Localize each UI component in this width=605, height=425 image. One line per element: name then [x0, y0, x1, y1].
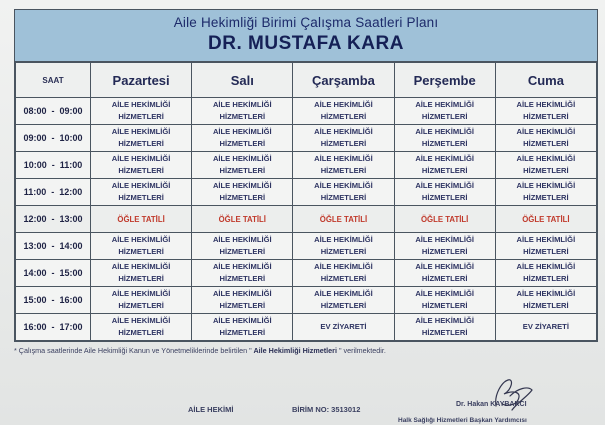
schedule-cell: EV ZİYARETİ — [495, 314, 596, 341]
schedule-cell: AİLE HEKİMLİĞİ HİZMETLERİ — [495, 260, 596, 287]
table-header-row — [16, 63, 597, 98]
table-row — [16, 314, 597, 341]
schedule-cell: AİLE HEKİMLİĞİ HİZMETLERİ — [293, 98, 394, 125]
schedule-cell: AİLE HEKİMLİĞİ HİZMETLERİ — [495, 179, 596, 206]
schedule-cell: AİLE HEKİMLİĞİ HİZMETLERİ — [394, 287, 495, 314]
schedule-title: Aile Hekimliği Birimi Çalışma Saatleri Planı — [173, 15, 439, 30]
schedule-cell: AİLE HEKİMLİĞİ HİZMETLERİ — [394, 125, 495, 152]
time-slot: 10:00 - 11:00 — [16, 152, 91, 179]
lunch-break-cell: ÖĞLE TATİLİ — [192, 206, 293, 233]
lunch-break-cell: ÖĞLE TATİLİ — [394, 206, 495, 233]
schedule-cell: AİLE HEKİMLİĞİ HİZMETLERİ — [495, 233, 596, 260]
schedule-cell: AİLE HEKİMLİĞİ HİZMETLERİ — [394, 179, 495, 206]
schedule-cell: AİLE HEKİMLİĞİ HİZMETLERİ — [394, 260, 495, 287]
table-row — [16, 152, 597, 179]
time-slot: 09:00 - 10:00 — [16, 125, 91, 152]
schedule-cell: AİLE HEKİMLİĞİ HİZMETLERİ — [192, 233, 293, 260]
time-slot: 14:00 - 15:00 — [16, 260, 91, 287]
schedule-cell: AİLE HEKİMLİĞİ HİZMETLERİ — [495, 287, 596, 314]
schedule-cell: AİLE HEKİMLİĞİ HİZMETLERİ — [495, 152, 596, 179]
schedule-cell: EV ZİYARETİ — [293, 314, 394, 341]
schedule-cell: AİLE HEKİMLİĞİ HİZMETLERİ — [91, 179, 192, 206]
lunch-break-cell: ÖĞLE TATİLİ — [91, 206, 192, 233]
schedule-cell: AİLE HEKİMLİĞİ HİZMETLERİ — [91, 125, 192, 152]
time-slot: 16:00 - 17:00 — [16, 314, 91, 341]
day-header-0: Pazartesi — [91, 63, 192, 98]
doctor-name: DR. MUSTAFA KARA — [208, 33, 404, 54]
schedule-cell: AİLE HEKİMLİĞİ HİZMETLERİ — [394, 152, 495, 179]
footnote-suffix: " verilmektedir. — [338, 346, 386, 355]
lunch-break-cell: ÖĞLE TATİLİ — [495, 206, 596, 233]
schedule-cell: AİLE HEKİMLİĞİ HİZMETLERİ — [495, 125, 596, 152]
table-row — [16, 206, 597, 233]
schedule-cell: AİLE HEKİMLİĞİ HİZMETLERİ — [394, 314, 495, 341]
footnote — [14, 346, 386, 355]
table-row — [16, 125, 597, 152]
schedule-cell: AİLE HEKİMLİĞİ HİZMETLERİ — [394, 233, 495, 260]
day-header-4: Cuma — [495, 63, 596, 98]
family-doctor-label: AİLE HEKİMİ — [188, 405, 234, 414]
schedule-cell: AİLE HEKİMLİĞİ HİZMETLERİ — [394, 98, 495, 125]
schedule-cell: AİLE HEKİMLİĞİ HİZMETLERİ — [293, 152, 394, 179]
schedule-cell: AİLE HEKİMLİĞİ HİZMETLERİ — [192, 152, 293, 179]
schedule-cell: AİLE HEKİMLİĞİ HİZMETLERİ — [91, 314, 192, 341]
schedule-cell: AİLE HEKİMLİĞİ HİZMETLERİ — [192, 125, 293, 152]
table-row — [16, 179, 597, 206]
schedule-cell: AİLE HEKİMLİĞİ HİZMETLERİ — [293, 179, 394, 206]
signature-mark — [488, 376, 538, 416]
signer-name: Dr. Hakan KAYBAKCI — [456, 401, 527, 408]
schedule-cell: AİLE HEKİMLİĞİ HİZMETLERİ — [192, 260, 293, 287]
signer-title: Halk Sağlığı Hizmetleri Başkan Yardımcısı — [398, 417, 527, 424]
schedule-cell: AİLE HEKİMLİĞİ HİZMETLERİ — [91, 98, 192, 125]
table-row — [16, 287, 597, 314]
schedule-board — [14, 9, 598, 342]
schedule-cell: AİLE HEKİMLİĞİ HİZMETLERİ — [293, 233, 394, 260]
time-slot: 13:00 - 14:00 — [16, 233, 91, 260]
schedule-cell: AİLE HEKİMLİĞİ HİZMETLERİ — [495, 98, 596, 125]
day-header-2: Çarşamba — [293, 63, 394, 98]
time-slot: 15:00 - 16:00 — [16, 287, 91, 314]
day-header-1: Salı — [192, 63, 293, 98]
schedule-table — [15, 62, 597, 341]
schedule-cell: AİLE HEKİMLİĞİ HİZMETLERİ — [293, 125, 394, 152]
schedule-cell: AİLE HEKİMLİĞİ HİZMETLERİ — [192, 314, 293, 341]
time-column-header: SAAT — [16, 63, 91, 98]
table-row — [16, 260, 597, 287]
table-row — [16, 98, 597, 125]
schedule-header — [15, 10, 597, 62]
table-row — [16, 233, 597, 260]
lunch-break-cell: ÖĞLE TATİLİ — [293, 206, 394, 233]
footnote-emphasis: Aile Hekimliği Hizmetleri — [251, 346, 339, 355]
schedule-cell: AİLE HEKİMLİĞİ HİZMETLERİ — [293, 260, 394, 287]
schedule-cell: AİLE HEKİMLİĞİ HİZMETLERİ — [91, 260, 192, 287]
time-slot: 11:00 - 12:00 — [16, 179, 91, 206]
unit-number: BİRİM NO: 3513012 — [292, 405, 361, 414]
time-slot: 12:00 - 13:00 — [16, 206, 91, 233]
footnote-prefix: * Çalışma saatlerinde Aile Hekimliği Kanun ve Yönetmeliklerinde belirtilen " — [14, 346, 252, 355]
schedule-cell: AİLE HEKİMLİĞİ HİZMETLERİ — [91, 233, 192, 260]
time-slot: 08:00 - 09:00 — [16, 98, 91, 125]
schedule-cell: AİLE HEKİMLİĞİ HİZMETLERİ — [192, 179, 293, 206]
schedule-cell: AİLE HEKİMLİĞİ HİZMETLERİ — [192, 98, 293, 125]
schedule-cell: AİLE HEKİMLİĞİ HİZMETLERİ — [91, 287, 192, 314]
schedule-cell: AİLE HEKİMLİĞİ HİZMETLERİ — [91, 152, 192, 179]
schedule-cell: AİLE HEKİMLİĞİ HİZMETLERİ — [192, 287, 293, 314]
day-header-3: Perşembe — [394, 63, 495, 98]
schedule-cell: AİLE HEKİMLİĞİ HİZMETLERİ — [293, 287, 394, 314]
